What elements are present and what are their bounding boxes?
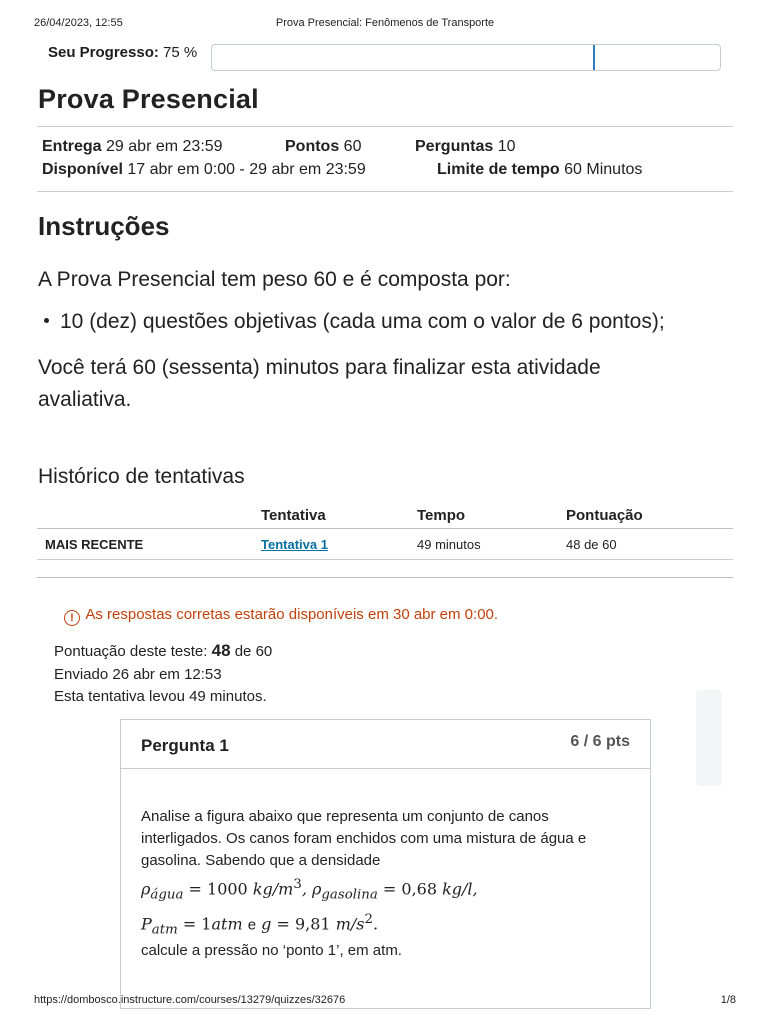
print-title: Prova Presencial: Fenômenos de Transporte	[275, 17, 495, 29]
history-row-score: 48 de 60	[566, 537, 617, 552]
page-title: Prova Presencial	[38, 84, 259, 114]
history-col-attempt: Tentativa	[261, 507, 326, 524]
print-date: 26/04/2023, 12:55	[34, 17, 123, 29]
attempt-link[interactable]: Tentativa 1	[261, 537, 328, 552]
quiz-score	[54, 641, 272, 661]
history-row-label: MAIS RECENTE	[45, 537, 144, 552]
detail-due-value: 29 abr em 23:59	[106, 138, 223, 155]
detail-time-limit	[437, 161, 642, 179]
instructions-bullet-text: 10 (dez) questões objetivas (cada uma com o valor de 6 pontos);	[60, 310, 665, 333]
detail-available	[42, 161, 366, 179]
history-col-time: Tempo	[417, 507, 466, 524]
detail-due-label: Entrega	[42, 138, 102, 155]
question-prompt: calcule a pressão no ‘ponto 1’, em atm.	[141, 942, 402, 959]
instructions-heading: Instruções	[38, 211, 170, 241]
instructions-intro: A Prova Presencial tem peso 60 e é composta por:	[38, 268, 511, 291]
detail-time-limit-value: 60 Minutos	[564, 161, 643, 178]
detail-available-label: Disponível	[42, 161, 123, 178]
question-title: Pergunta 1	[141, 736, 229, 755]
bullet-icon	[44, 318, 49, 323]
warning-icon: !	[64, 610, 80, 626]
progress-value: 75 %	[163, 44, 198, 61]
quiz-score-total: de 60	[234, 643, 273, 660]
print-page-number: 1/8	[720, 994, 736, 1006]
progress-label: Seu Progresso:	[48, 44, 159, 61]
divider	[37, 191, 733, 192]
detail-points	[285, 138, 361, 156]
table-header-divider	[37, 528, 733, 529]
detail-points-label: Pontos	[285, 138, 340, 155]
history-heading: Histórico de tentativas	[38, 465, 245, 488]
question-card	[120, 719, 651, 1009]
question-text	[141, 806, 621, 941]
detail-due	[42, 138, 223, 156]
instructions-line-1: Você terá 60 (sessenta) minutos para finalizar esta atividade	[38, 356, 601, 379]
detail-points-value: 60	[343, 138, 362, 155]
progress-bar-fill	[212, 45, 595, 70]
detail-questions-label: Perguntas	[415, 138, 494, 155]
instructions-line-2: avaliativa.	[38, 388, 132, 411]
detail-time-limit-label: Limite de tempo	[437, 161, 560, 178]
quiz-score-label: Pontuação deste teste:	[54, 643, 208, 660]
duration-text: Esta tentativa levou 49 minutos.	[54, 688, 267, 705]
progress-bar	[211, 44, 721, 71]
divider	[37, 126, 733, 127]
question-text-line: gasolina. Sabendo que a densidade	[141, 852, 381, 869]
progress-label-row	[48, 44, 197, 61]
quiz-score-value: 48	[211, 641, 231, 660]
question-text-line: interligados. Os canos foram enchidos com uma mistura de água e	[141, 830, 587, 847]
answers-available-alert	[64, 606, 498, 626]
print-header	[34, 17, 736, 31]
question-formula-constants: $P_{atm} = 1atm$ e g = 9,81 $m/s^2$.	[141, 911, 379, 938]
alert-text: As respostas corretas estarão disponíveis em 30 abr em 0:00.	[85, 606, 499, 623]
detail-available-value: 17 abr em 0:00 - 29 abr em 23:59	[127, 161, 366, 178]
history-row-attempt	[261, 537, 328, 552]
history-row-time: 49 minutos	[417, 537, 481, 552]
print-url: https://dombosco.instructure.com/courses/13279/quizzes/32676	[34, 994, 346, 1006]
detail-questions	[415, 138, 516, 156]
question-points: 6 / 6 pts	[570, 733, 630, 750]
detail-questions-value: 10	[497, 138, 516, 155]
divider	[37, 577, 733, 578]
submitted-text: Enviado 26 abr em 12:53	[54, 666, 222, 683]
question-text-line: Analise a figura abaixo que representa um conjunto de canos	[141, 808, 549, 825]
history-col-score: Pontuação	[566, 507, 643, 524]
print-footer	[34, 994, 736, 1008]
question-formula-density: $\rho_{água} = 1000$ $kg/m^3$, $\rho_{gasolina} = 0,68$ kg/l,	[141, 877, 478, 903]
side-panel-edge	[696, 690, 722, 786]
instructions-bullet	[44, 310, 665, 334]
question-header	[121, 720, 650, 769]
table-row-divider	[37, 559, 733, 560]
